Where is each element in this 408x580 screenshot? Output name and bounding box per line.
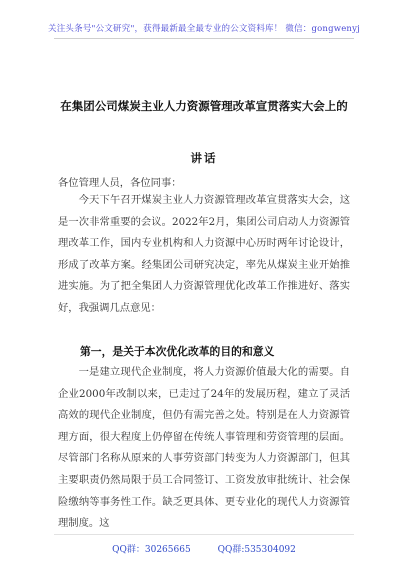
document-title: 在集团公司煤炭主业人力资源管理改革宣贯落实大会上的 (60, 99, 348, 113)
footer-divider (54, 534, 354, 535)
footer-qq-group-2: QQ群:535304092 (217, 545, 296, 555)
footer (0, 542, 408, 555)
header-divider (54, 38, 354, 39)
section-heading: 第一，是关于本次优化改革的目的和意义 (80, 345, 275, 358)
header-note: 关注头条号"公文研究"，获得最新最全最专业的公文资料库！ 微信：gongwenyj (48, 24, 360, 34)
paragraph-section1: 一是建立现代企业制度，将人力资源价值最大化的需要。自企业2000年改制以来，已走过了24年的发展历程，建立了灵活高效的现代企业制度，但仍有需完善之处。特别是在人力资源管理方面，很大程度上仍停留在传统人事管理和劳资管理的层面。尽管部门名称从原来的人事劳资部门转变为人力资源部门，但其主要职责仍然局限于员工合同签订、工资发放审批统计、社会保险缴纳等事务性工作。缺乏更具体、更专业化的现代人力资源管理制度。这 (58, 366, 350, 530)
footer-qq-group-1: QQ群：30265665 (112, 545, 191, 555)
salutation: 各位管理人员，各位同事： (58, 177, 182, 189)
document-title-continued: 讲话 (190, 151, 218, 165)
paragraph-intro: 今天下午召开煤炭主业人力资源管理改革宣贯落实大会，这是一次非常重要的会议。2022年2月，集团公司启动人力资源管理改革工作，国内专业机构和人力资源中心历时两年讨论设计，形成了改革方案。经集团公司研究决定，率先从煤炭主业开始推进实施。为了把全集团人力资源管理优化改革工作推进好、落实好，我强调几点意见： (58, 194, 350, 314)
